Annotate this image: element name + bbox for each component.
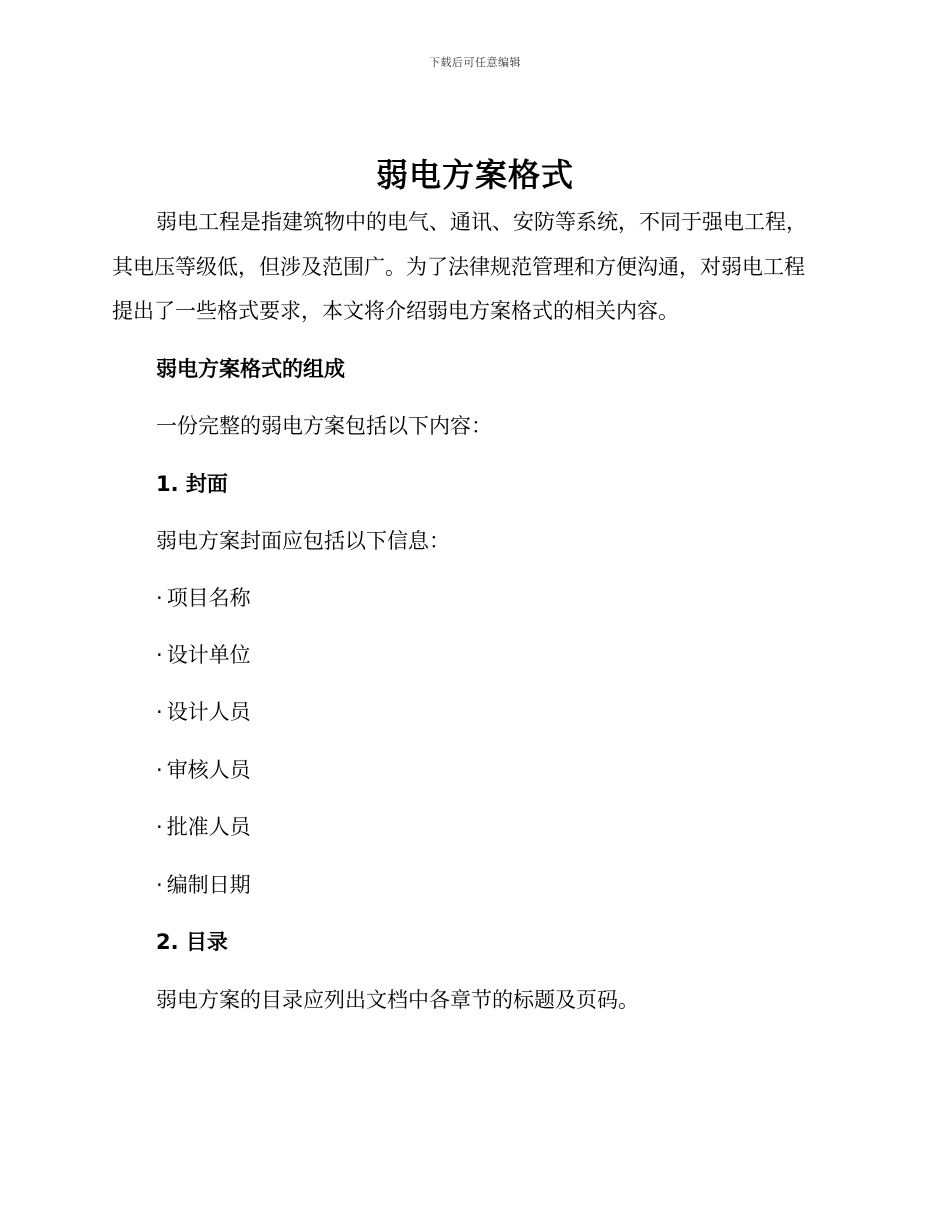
bullet-icon: · [156, 873, 163, 897]
list-item-label: 编制日期 [166, 873, 251, 897]
bullet-icon: · [156, 586, 163, 610]
list-item [156, 755, 251, 785]
section-heading-cover: 1. 封面 [156, 472, 228, 496]
intro-line-2: 其电压等级低，但涉及范围广。为了法律规范管理和方便沟通，对弱电工程 [112, 255, 805, 279]
list-item-label: 批准人员 [166, 815, 251, 839]
list-item-label: 设计人员 [166, 700, 251, 724]
composition-text: 一份完整的弱电方案包括以下内容： [156, 414, 492, 438]
list-item-label: 设计单位 [166, 643, 251, 667]
list-item [156, 640, 251, 670]
cover-text: 弱电方案封面应包括以下信息： [156, 529, 450, 553]
intro-line-1: 弱电工程是指建筑物中的电气、通讯、安防等系统，不同于强电工程， [156, 210, 807, 234]
bullet-icon: · [156, 700, 163, 724]
list-item [156, 870, 251, 900]
list-item [156, 583, 251, 613]
bullet-icon: · [156, 758, 163, 782]
list-item-label: 审核人员 [166, 758, 251, 782]
intro-line-3: 提出了一些格式要求，本文将介绍弱电方案格式的相关内容。 [112, 299, 679, 323]
document-title: 弱电方案格式 [375, 156, 574, 194]
section-heading-toc: 2. 目录 [156, 930, 228, 954]
bullet-icon: · [156, 643, 163, 667]
list-item-label: 项目名称 [166, 586, 251, 610]
list-item [156, 812, 251, 842]
header-note: 下载后可任意编辑 [429, 56, 521, 69]
bullet-icon: · [156, 815, 163, 839]
toc-text: 弱电方案的目录应列出文档中各章节的标题及页码。 [156, 988, 639, 1012]
list-item [156, 697, 251, 727]
section-heading-composition: 弱电方案格式的组成 [156, 357, 345, 381]
